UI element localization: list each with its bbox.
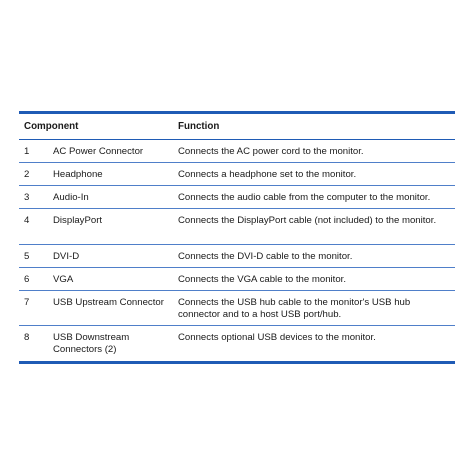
table-row (19, 268, 455, 291)
row-number: 7 (24, 297, 30, 308)
table-row (19, 326, 455, 361)
component-function: Connects the DisplayPort cable (not included) to the monitor. (178, 215, 437, 226)
row-number: 3 (24, 192, 30, 203)
row-number: 2 (24, 169, 30, 180)
row-number: 4 (24, 215, 30, 226)
row-number: 5 (24, 251, 30, 262)
component-function: Connects the AC power cord to the monitor. (178, 146, 364, 157)
function-column-header: Function (178, 120, 220, 132)
component-function: Connects the audio cable from the computer to the monitor. (178, 192, 431, 203)
component-function: Connects optional USB devices to the monitor. (178, 332, 376, 343)
component-function-table (19, 111, 455, 364)
component-column-header: Component (24, 120, 79, 132)
row-number: 6 (24, 274, 30, 285)
component-name: Audio-In (53, 192, 89, 203)
component-name: DisplayPort (53, 215, 103, 226)
table-row (19, 140, 455, 163)
table-row (19, 186, 455, 209)
table-row (19, 163, 455, 186)
component-name: Headphone (53, 169, 103, 180)
table-header-row (19, 114, 455, 140)
component-function: Connects a headphone set to the monitor. (178, 169, 357, 180)
component-function: Connects the USB hub cable to the monitor's USB hub connector and to a host USB port/hub. (178, 297, 411, 320)
component-name: VGA (53, 274, 74, 285)
component-function: Connects the DVI-D cable to the monitor. (178, 251, 353, 262)
row-number: 8 (24, 332, 30, 343)
table-row (19, 209, 455, 245)
component-function: Connects the VGA cable to the monitor. (178, 274, 346, 285)
table-row (19, 291, 455, 326)
row-number: 1 (24, 146, 30, 157)
component-name: AC Power Connector (53, 146, 144, 157)
component-name: USB Downstream Connectors (2) (53, 332, 130, 355)
table-bottom-rule (19, 361, 455, 364)
component-name: DVI-D (53, 251, 80, 262)
component-name: USB Upstream Connector (53, 297, 164, 308)
table-row (19, 245, 455, 268)
